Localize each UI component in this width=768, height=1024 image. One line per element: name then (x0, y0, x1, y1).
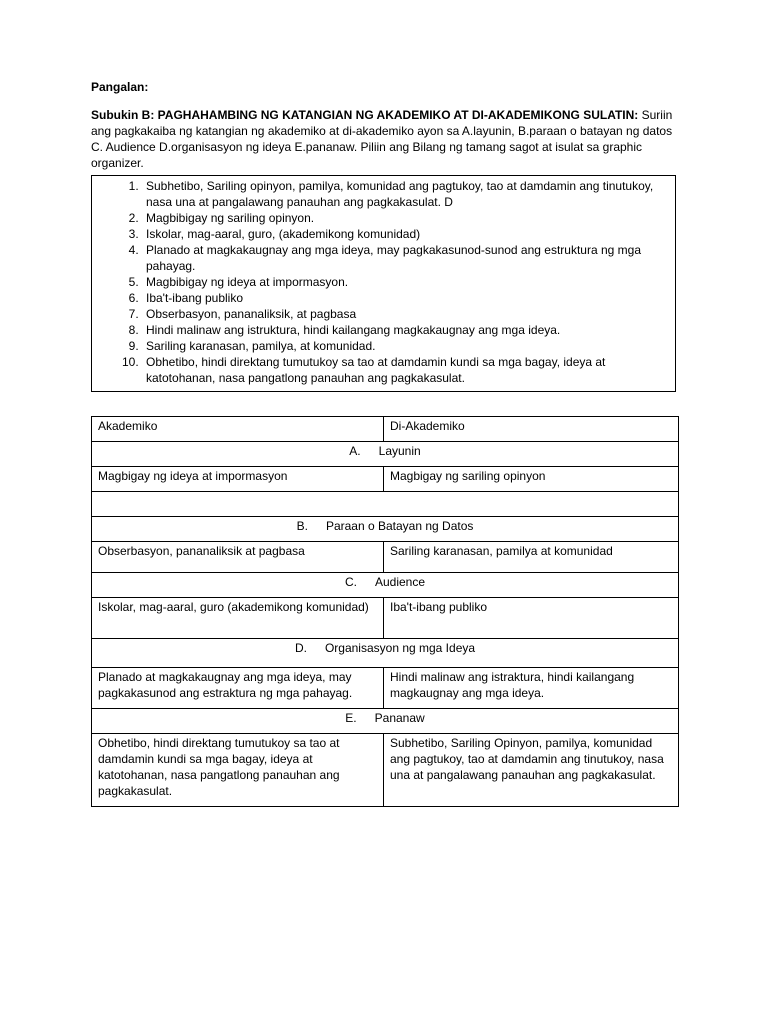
section-heading-layunin (92, 442, 679, 467)
choices-list (98, 178, 669, 386)
cell-akademiko[interactable]: Obhetibo, hindi direktang tumutukoy sa tao at damdamin kundi sa mga bagay, ideya at katotohanan, nasa pangatlong panauhan ang pagkakasulat. (92, 734, 384, 807)
choice-item-9: 9. Sariling karanasan, pamilya, at komunidad. (142, 338, 669, 354)
section-letter: D. (294, 641, 307, 655)
graphic-organizer-table (91, 416, 679, 807)
instructions-body: Suriin ang pagkakaiba ng katangian ng akademiko at di-akademiko ayon sa A.layunin, B.paraan o batayan ng datos C. Audience D.organisasyon ng ideya E.pananaw. Piliin ang Bilang ng tamang sagot at isulat sa graphic organizer. (91, 108, 673, 170)
choice-item-4: 4. Planado at magkakaugnay ang mga ideya, may pagkakasunod-sunod ang estruktura ng mga pahayag. (142, 242, 669, 274)
section-heading-paraan (92, 517, 679, 542)
empty-cell[interactable] (92, 492, 679, 517)
instructions (91, 107, 678, 171)
section-row (92, 517, 679, 542)
section-row (92, 442, 679, 467)
cell-di-akademiko[interactable]: Subhetibo, Sariling Opinyon, pamilya, komunidad ang pagtukoy, tao at damdamin ang tinutukoy, nasa una at pangalawang panauhan ang pagkakasulat. (384, 734, 679, 807)
cell-di-akademiko[interactable]: Iba't-ibang publiko (384, 598, 679, 639)
choice-item-1: 1. Subhetibo, Sariling opinyon, pamilya, komunidad ang pagtukoy, tao at damdamin ang tinutukoy, nasa una at pangalawang panauhan ang pagkakasulat. D (142, 178, 669, 210)
choice-item-3: 3. Iskolar, mag-aaral, guro, (akademikong komunidad) (142, 226, 669, 242)
choices-box (91, 175, 676, 392)
section-letter: E. (345, 711, 357, 725)
table-row (92, 598, 679, 639)
section-title: Pananaw (374, 711, 425, 725)
cell-di-akademiko[interactable]: Magbigay ng sariling opinyon (384, 467, 679, 492)
cell-akademiko[interactable]: Obserbasyon, pananaliksik at pagbasa (92, 542, 384, 573)
section-letter: C. (344, 575, 357, 589)
empty-row (92, 492, 679, 517)
choice-item-7: 7. Obserbasyon, pananaliksik, at pagbasa (142, 306, 669, 322)
cell-di-akademiko[interactable]: Sariling karanasan, pamilya at komunidad (384, 542, 679, 573)
section-letter: B. (296, 519, 308, 533)
instructions-title: Subukin B: PAGHAHAMBING NG KATANGIAN NG AKADEMIKO AT DI-AKADEMIKONG SULATIN: (91, 108, 639, 122)
cell-akademiko[interactable]: Magbigay ng ideya at impormasyon (92, 467, 384, 492)
section-row (92, 639, 679, 668)
cell-akademiko[interactable]: Iskolar, mag-aaral, guro (akademikong komunidad) (92, 598, 384, 639)
choice-item-2: 2. Magbibigay ng sariling opinyon. (142, 210, 669, 226)
table-row (92, 542, 679, 573)
section-heading-pananaw (92, 709, 679, 734)
section-row (92, 573, 679, 598)
table-header-row (92, 417, 679, 442)
section-title: Layunin (378, 444, 421, 458)
section-title: Audience (374, 575, 426, 589)
cell-akademiko[interactable]: Planado at magkakaugnay ang mga ideya, may pagkakasunod ang estraktura ng mga pahayag. (92, 668, 384, 709)
table-row (92, 734, 679, 807)
choice-item-6: 6. Iba't-ibang publiko (142, 290, 669, 306)
header-di-akademiko: Di-Akademiko (384, 417, 679, 442)
choice-item-10: 10. Obhetibo, hindi direktang tumutukoy sa tao at damdamin kundi sa mga bagay, ideya at katotohanan, nasa pangatlong panauhan ang pagkakasulat. (142, 354, 669, 386)
section-row (92, 709, 679, 734)
section-title: Organisasyon ng mga Ideya (324, 641, 476, 655)
choice-item-8: 8. Hindi malinaw ang istruktura, hindi kailangang magkakaugnay ang mga ideya. (142, 322, 669, 338)
table-row (92, 467, 679, 492)
section-heading-organisasyon (92, 639, 679, 668)
table-row (92, 668, 679, 709)
header-akademiko: Akademiko (92, 417, 384, 442)
section-heading-audience (92, 573, 679, 598)
choice-item-5: 5. Magbibigay ng ideya at impormasyon. (142, 274, 669, 290)
cell-di-akademiko[interactable]: Hindi malinaw ang istraktura, hindi kailangang magkaugnay ang mga ideya. (384, 668, 679, 709)
name-label: Pangalan: (91, 80, 149, 94)
section-letter: A. (349, 444, 361, 458)
section-title: Paraan o Batayan ng Datos (325, 519, 474, 533)
